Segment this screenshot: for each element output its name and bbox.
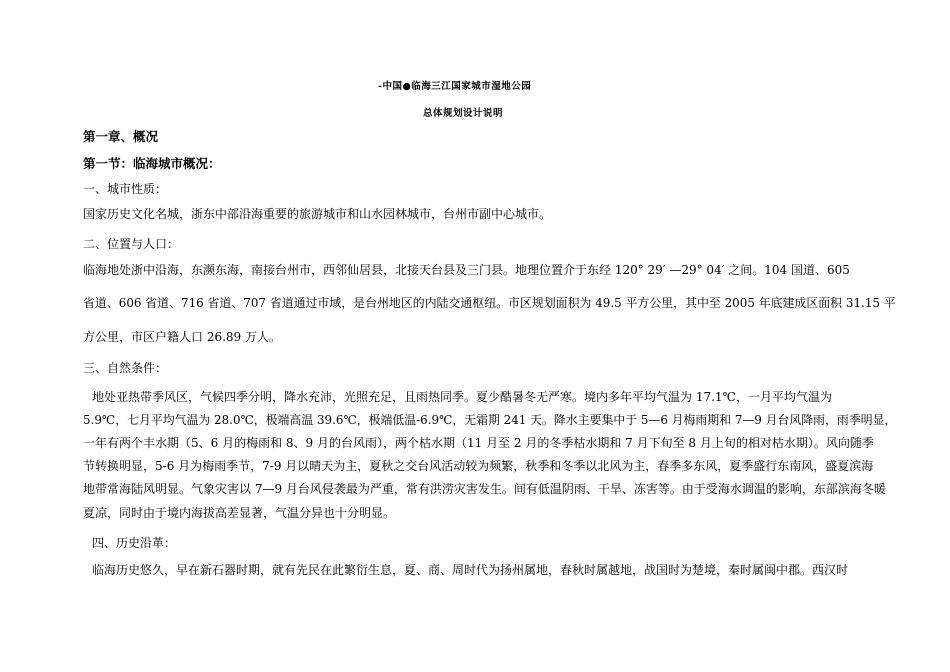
doc-subtitle: 总体规划设计说明: [423, 108, 504, 119]
subsection-heading-2: 二、位置与人口：: [83, 237, 180, 251]
paragraph-line: 夏凉，同时由于境内海拔高差显著，气温分异也十分明显。: [83, 506, 396, 520]
paragraph-line: 地处亚热带季风区，气候四季分明，降水充沛，光照充足，且雨热同季。夏少酷暑冬无严寒。境内多年平均气温为 17.1℃，一月平均气温为: [92, 390, 832, 404]
paragraph-line: 国家历史文化名城，浙东中部沿海重要的旅游城市和山水园林城市，台州市副中心城市。: [83, 207, 552, 221]
paragraph-line: 临海地处浙中沿海，东濒东海，南接台州市，西邻仙居县，北接天台县及三门县。地理位置介于东经 120° 29′ —29° 04′ 之间。104 国道、605: [83, 263, 850, 277]
subsection-heading-4: 四、历史沿革：: [92, 536, 177, 550]
paragraph-line: 省道、606 省道、716 省道、707 省道通过市域，是台州地区的内陆交通枢纽。市区规划面积为 49.5 平方公里，其中至 2005 年底建成区面积 31.15 平: [83, 296, 896, 310]
doc-title: -中国●临海三江国家城市湿地公园: [378, 81, 532, 92]
paragraph-line: 节转换明显，5-6 月为梅雨季节，7-9 月以晴天为主，夏秋之交台风活动较为频繁，秋季和冬季以北风为主，春季多东风，夏季盛行东南风，盛夏滨海: [83, 459, 874, 473]
chapter-heading: 第一章、概况: [83, 129, 159, 144]
subsection-heading-3: 三、自然条件：: [83, 361, 168, 375]
paragraph-line: 方公里，市区户籍人口 26.89 万人。: [83, 330, 281, 344]
paragraph-line: 临海历史悠久，早在新石器时期，就有先民在此繁衍生息，夏、商、周时代为扬州属地，春秋时属越地，战国时为楚境，秦时属闽中郡。西汉时: [92, 563, 849, 577]
paragraph-line: 一年有两个丰水期（5、6 月的梅雨和 8、9 月的台风雨），两个枯水期（11 月至 2 月的冬季枯水期和 7 月下旬至 8 月上旬的相对枯水期）。风向随季: [83, 436, 874, 450]
section-heading: 第一节：临海城市概况：: [83, 156, 221, 171]
paragraph-line: 地带常海陆风明显。气象灾害以 7—9 月台风侵袭最为严重，常有洪涝灾害发生。间有低温阴雨、干旱、冻害等。由于受海水调温的影响，东部滨海冬暖: [83, 482, 886, 496]
paragraph-line: 5.9℃，七月平均气温为 28.0℃，极端高温 39.6℃，极端低温-6.9℃，无霜期 241 天。降水主要集中于 5—6 月梅雨期和 7—9 月台风降雨，雨季明显，: [83, 413, 897, 427]
subsection-heading-1: 一、城市性质：: [83, 182, 168, 196]
